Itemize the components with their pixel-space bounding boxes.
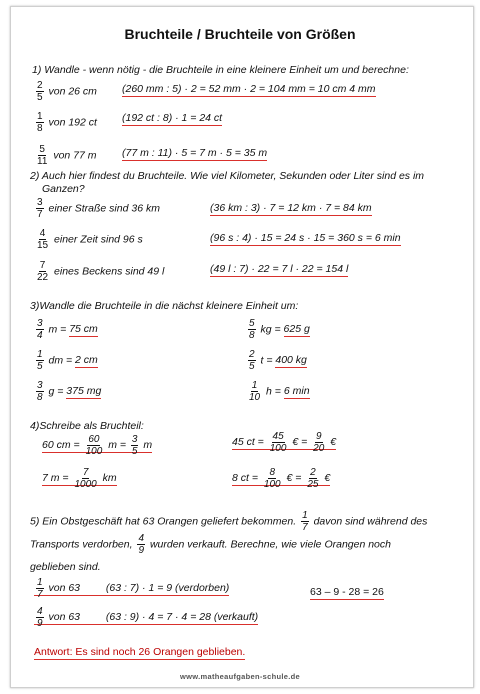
q3-prompt: 3)Wandle die Bruchteile in die nächst kleinere Einheit um: — [30, 300, 299, 312]
q4-row2-right: 8 ct = $\frac{8}{100}$ € = $\frac{2}{25}$ € — [232, 467, 331, 490]
q2-answer-2: (96 s : 4) · 15 = 24 s · 15 = 360 s = 6 min — [210, 232, 401, 244]
fraction: $\frac{3}{5}$ — [131, 434, 138, 457]
page-title: Bruchteile / Bruchteile von Größen — [124, 26, 356, 42]
q1-answer-2: (192 ct : 8) · 1 = 24 ct — [122, 112, 223, 124]
fraction: $\frac{8}{100}$ — [263, 467, 281, 490]
fraction: $\frac{5}{8}$ — [249, 318, 255, 341]
q3-right-2: $\frac{2}{5}$ t = 400 kg — [249, 349, 307, 372]
q3-left-2: $\frac{1}{5}$ dm = 2 cm — [37, 349, 98, 372]
q3-right-1: $\frac{5}{8}$ kg = 625 g — [249, 318, 310, 341]
fraction: $\frac{7}{22}$ — [37, 260, 49, 283]
q2-answer-3: (49 l : 7) · 22 = 7 l · 22 = 154 l — [210, 263, 349, 275]
q3-left-1: $\frac{3}{4}$ m = 75 cm — [37, 318, 98, 341]
q2-prompt-line1: 2) Auch hier findest du Bruchteile. Wie viel Kilometer, Sekunden oder Liter sind es im — [30, 170, 425, 182]
fraction: $\frac{45}{100}$ — [269, 431, 287, 454]
fraction: $\frac{7}{1000}$ — [74, 467, 97, 490]
fraction: $\frac{9}{20}$ — [313, 431, 325, 454]
fraction: $\frac{4}{9}$ — [37, 606, 43, 629]
q5-line1: 5) Ein Obstgeschäft hat 63 Orangen geliefert bekommen. $\frac{1}{7}$ davon sind während des — [30, 510, 428, 533]
q2-item-3: $\frac{7}{22}$ eines Beckens sind 49 l — [37, 260, 165, 283]
q5-side-calc: 63 – 9 - 28 = 26 — [310, 586, 384, 598]
fraction: $\frac{4}{15}$ — [37, 228, 49, 251]
fraction: $\frac{2}{5}$ — [37, 80, 43, 103]
q2-answer-1: (36 km : 3) · 7 = 12 km · 7 = 84 km — [210, 202, 372, 214]
q4-prompt: 4)Schreibe als Bruchteil: — [30, 420, 144, 432]
fraction: $\frac{4}{9}$ — [138, 533, 145, 556]
q4-row1-left: 60 cm = $\frac{60}{100}$ m = $\frac{3}{5}$ m — [42, 434, 153, 457]
q1-answer-3: (77 m : 11) · 5 = 7 m · 5 = 35 m — [122, 147, 268, 159]
q5-calc1: $\frac{1}{7}$ von 63 (63 : 7) · 1 = 9 (verdorben) — [34, 577, 229, 600]
fraction: $\frac{1}{7}$ — [37, 577, 43, 600]
q1-prompt: 1) Wandle - wenn nötig - die Bruchteile in eine kleinere Einheit um und berechne: — [32, 64, 409, 76]
fraction: $\frac{1}{5}$ — [37, 349, 43, 372]
fraction: $\frac{3}{7}$ — [37, 197, 43, 220]
fraction: $\frac{5}{11}$ — [37, 144, 48, 167]
fraction: $\frac{2}{5}$ — [249, 349, 255, 372]
fraction: $\frac{1}{7}$ — [302, 510, 308, 533]
fraction: $\frac{60}{100}$ — [85, 434, 103, 457]
q1-item-3: $\frac{5}{11}$ von 77 m — [37, 144, 97, 167]
fraction: $\frac{3}{4}$ — [37, 318, 43, 341]
fraction: $\frac{2}{25}$ — [307, 467, 319, 490]
q2-prompt-line2: Ganzen? — [42, 183, 85, 195]
q1-item-1: $\frac{2}{5}$ von 26 cm — [37, 80, 97, 103]
q4-row1-right: 45 ct = $\frac{45}{100}$ € = $\frac{9}{20}$ € — [232, 431, 337, 454]
q1-item-2: $\frac{1}{8}$ von 192 ct — [37, 111, 97, 134]
q5-calc2: $\frac{4}{9}$ von 63 (63 : 9) · 4 = 7 · 4 = 28 (verkauft) — [34, 606, 258, 629]
q2-item-1: $\frac{3}{7}$ einer Straße sind 36 km — [37, 197, 160, 220]
q5-answer: Antwort: Es sind noch 26 Orangen geblieben. — [34, 646, 246, 658]
fraction: $\frac{1}{10}$ — [249, 380, 261, 403]
q2-item-2: $\frac{4}{15}$ einer Zeit sind 96 s — [37, 228, 143, 251]
q1-answer-1: (260 mm : 5) · 2 = 52 mm · 2 = 104 mm = 10 cm 4 mm — [122, 83, 376, 95]
q5-line3: geblieben sind. — [30, 561, 101, 573]
q3-left-3: $\frac{3}{8}$ g = 375 mg — [37, 380, 102, 403]
q5-line2: Transports verdorben, $\frac{4}{9}$ wurden verkauft. Berechne, wie viele Orangen noch — [30, 533, 391, 556]
q3-right-3: $\frac{1}{10}$ h = 6 min — [249, 380, 310, 403]
fraction: $\frac{3}{8}$ — [37, 380, 43, 403]
q4-row2-left: 7 m = $\frac{7}{1000}$ km — [42, 467, 117, 490]
footer-url: www.matheaufgaben-schule.de — [180, 672, 300, 681]
fraction: $\frac{1}{8}$ — [37, 111, 43, 134]
